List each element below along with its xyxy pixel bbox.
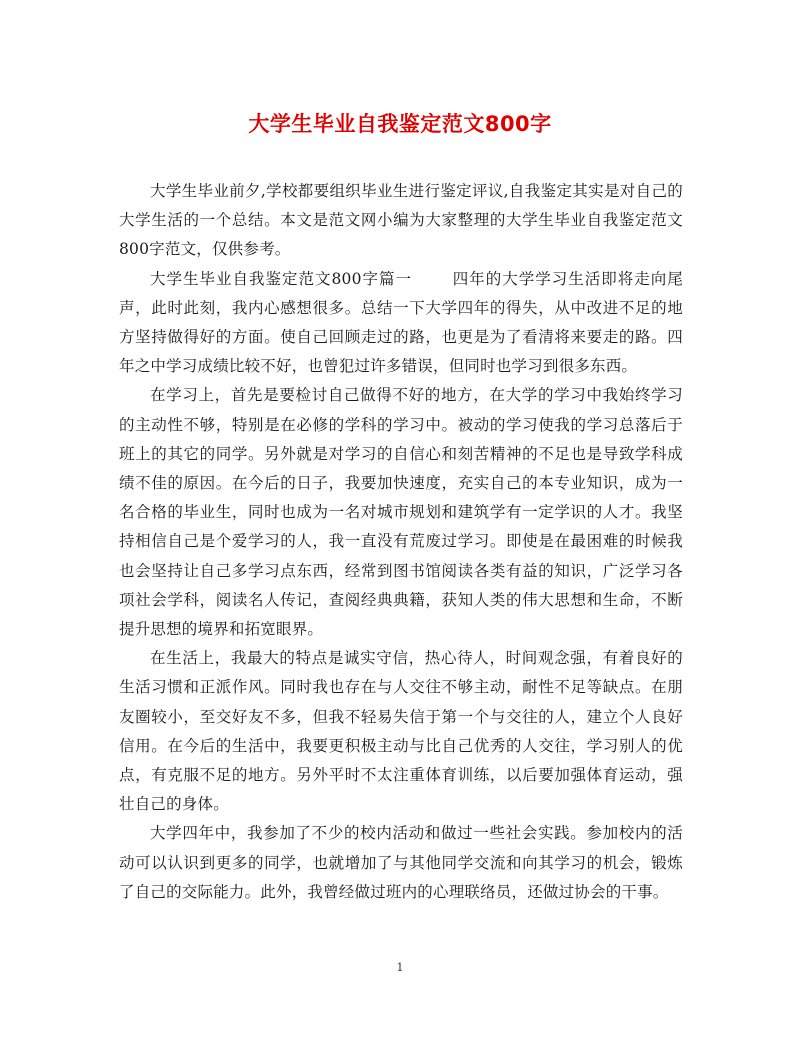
paragraph-section-one: [119, 265, 683, 382]
document-title: 大学生毕业自我鉴定范文800字: [248, 112, 552, 136]
section-heading-inline: 大学生毕业自我鉴定范文800字篇一: [150, 269, 412, 288]
paragraph-intro: 大学生毕业前夕,学校都要组织毕业生进行鉴定评议,自我鉴定其实是对自己的大学生活的一个总结。本文是范文网小编为大家整理的大学生毕业自我鉴定范文800字范文，仅供参考。: [119, 182, 683, 259]
paragraph-study: 在学习上，首先是要检讨自己做得不好的地方，在大学的学习中我始终学习的主动性不够，特别是在必修的学科的学习中。被动的学习使我的学习总落后于班上的其它的同学。另外就是对学习的自信心和刻苦精神的不足也是导致学科成绩不佳的原因。在今后的日子，我要加快速度，充实自己的本专业知识，成为一名合格的毕业生，同时也成为一名对城市规划和建筑学有一定学识的人才。我坚持相信自己是个爱学习的人，我一直没有荒废过学习。即使是在最困难的时候我也会坚持让自己多学习点东西，经常到图书馆阅读各类有益的知识，广泛学习各项社会学科，阅读名人传记，查阅经典典籍，获知人类的伟大思想和生命，不断提升思想的境界和拓宽眼界。: [119, 386, 683, 639]
paragraph-life: 在生活上，我最大的特点是诚实守信，热心待人，时间观念强，有着良好的生活习惯和正派作风。同时我也存在与人交往不够主动，耐性不足等缺点。在朋友圈较小，至交好友不多，但我不轻易失信于第一个与交往的人，建立个人良好信用。在今后的生活中，我要更积极主动与比自己优秀的人交往，学习别人的优点，有克服不足的地方。另外平时不太注重体育训练，以后要加强体育运动，强壮自己的身体。: [119, 649, 683, 814]
section-one-text: 四年的大学学习生活即将走向尾声，此时此刻，我内心感想很多。总结一下大学四年的得失，从中改进不足的地方坚持做得好的方面。使自己回顾走过的路，也更是为了看清将来要走的路。四年之中学习成绩比较不好，也曾犯过许多错误，但同时也学习到很多东西。: [119, 269, 683, 376]
page-number: 1: [396, 961, 404, 974]
document-body: [119, 177, 683, 907]
paragraph-activities: 大学四年中，我参加了不少的校内活动和做过一些社会实践。参加校内的活动可以认识到更多的同学，也就增加了与其他同学交流和向其学习的机会，锻炼了自己的交际能力。此外，我曾经做过班内的心理联络员，还做过协会的干事。: [119, 824, 683, 901]
